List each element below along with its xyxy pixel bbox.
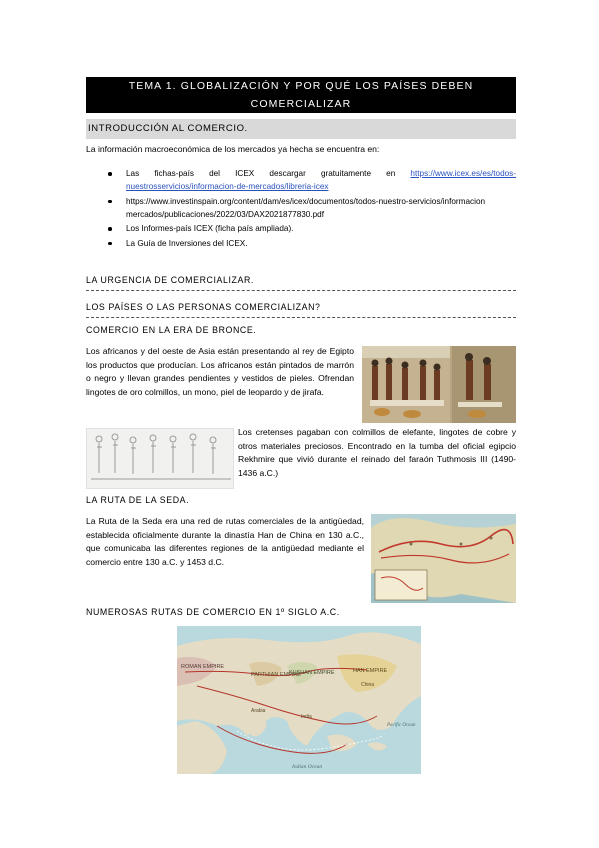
cretan-drawing-image bbox=[86, 428, 234, 489]
egyptian-mural-image bbox=[362, 346, 516, 423]
map-label-china: China bbox=[361, 682, 375, 688]
section-heading-rutas: NUMEROSAS RUTAS DE COMERCIO EN 1º SIGLO A.C. bbox=[86, 607, 340, 617]
document-title bbox=[86, 77, 516, 113]
title-line-1: TEMA 1. GLOBALIZACIÓN Y POR QUÉ LOS PAÍSES DEBEN COMERCIALIZAR bbox=[128, 80, 474, 110]
paragraph-seda: La Ruta de la Seda era una red de rutas comerciales de la antigüedad, establecida oficialmente durante la dinastía Han de China en 130 a.C., que comunicaba las diferentes regiones de la antigüedad mediante el comercio entre 130 a.C. y 1453 d.C. bbox=[86, 516, 364, 567]
map-label-parthian: PARTHIAN EMPIRE bbox=[251, 672, 301, 678]
map-label-pacific: Pacific Ocean bbox=[387, 723, 416, 728]
icex-library-link[interactable]: https://www.icex.es/es/todos-nuestrosservicios/informacion-de-mercados/libreria-icex bbox=[126, 169, 516, 191]
sources-list bbox=[106, 167, 516, 251]
list-item: La Guía de Inversiones del ICEX. bbox=[106, 237, 516, 250]
silk-road-map-image bbox=[371, 514, 516, 603]
map-label-han: HAN EMPIRE bbox=[353, 668, 388, 674]
section-heading-urgencia: LA URGENCIA DE COMERCIALIZAR. bbox=[86, 275, 254, 285]
map-label-kushan: KUSHAN EMPIRE bbox=[289, 670, 335, 676]
paragraph-africanos: Los africanos y del oeste de Asia están presentando al rey de Egipto los productos que producían. Los africanos están pintados de marrón o negro y llevan grandes pendientes y vestidos de pieles. Ofrendan lingotes de oro colmillos, un mono, piel de leopardo y de jirafa. bbox=[86, 346, 354, 397]
list-item: Las fichas-país del ICEX descargar gratuitamente en https://www.icex.es/es/todos-nuestrosservicios/informacion-de-mercados/libreria-icex bbox=[106, 167, 516, 193]
divider bbox=[86, 290, 516, 291]
map-label-arabia: Arabia bbox=[251, 708, 266, 714]
map-label-roman: ROMAN EMPIRE bbox=[181, 664, 225, 670]
section-heading-bronce: COMERCIO EN LA ERA DE BRONCE. bbox=[86, 325, 257, 335]
trade-routes-map-image bbox=[177, 626, 421, 774]
section-heading-quien: LOS PAÍSES O LAS PERSONAS COMERCIALIZAN? bbox=[86, 302, 321, 312]
divider bbox=[86, 317, 516, 318]
map-label-india: India bbox=[301, 714, 312, 720]
intro-lead: La información macroeconómica de los mercados ya hecha se encuentra en: bbox=[86, 144, 380, 154]
list-item: Los Informes-país ICEX (ficha país ampliada). bbox=[106, 222, 516, 235]
section-heading-intro: INTRODUCCIÓN AL COMERCIO. bbox=[86, 119, 516, 139]
paragraph-cretenses: Los cretenses pagaban con colmillos de elefante, lingotes de cobre y otros materiales preciosos. Encontrado en la tumba del oficial egipcio Rekhmire que vivió durante el reinado del faraón Tuthmosis III (1490-1436 a.C.) bbox=[238, 427, 516, 478]
map-label-indian-ocean: Indian Ocean bbox=[292, 764, 323, 770]
section-heading-seda: LA RUTA DE LA SEDA. bbox=[86, 495, 190, 505]
list-item: https://www.investinspain.org/content/dam/es/icex/documentos/todos-nuestro-servicios/informacion mercados/publicaciones/2022/03/DAX2021877830.pdf bbox=[106, 195, 516, 221]
